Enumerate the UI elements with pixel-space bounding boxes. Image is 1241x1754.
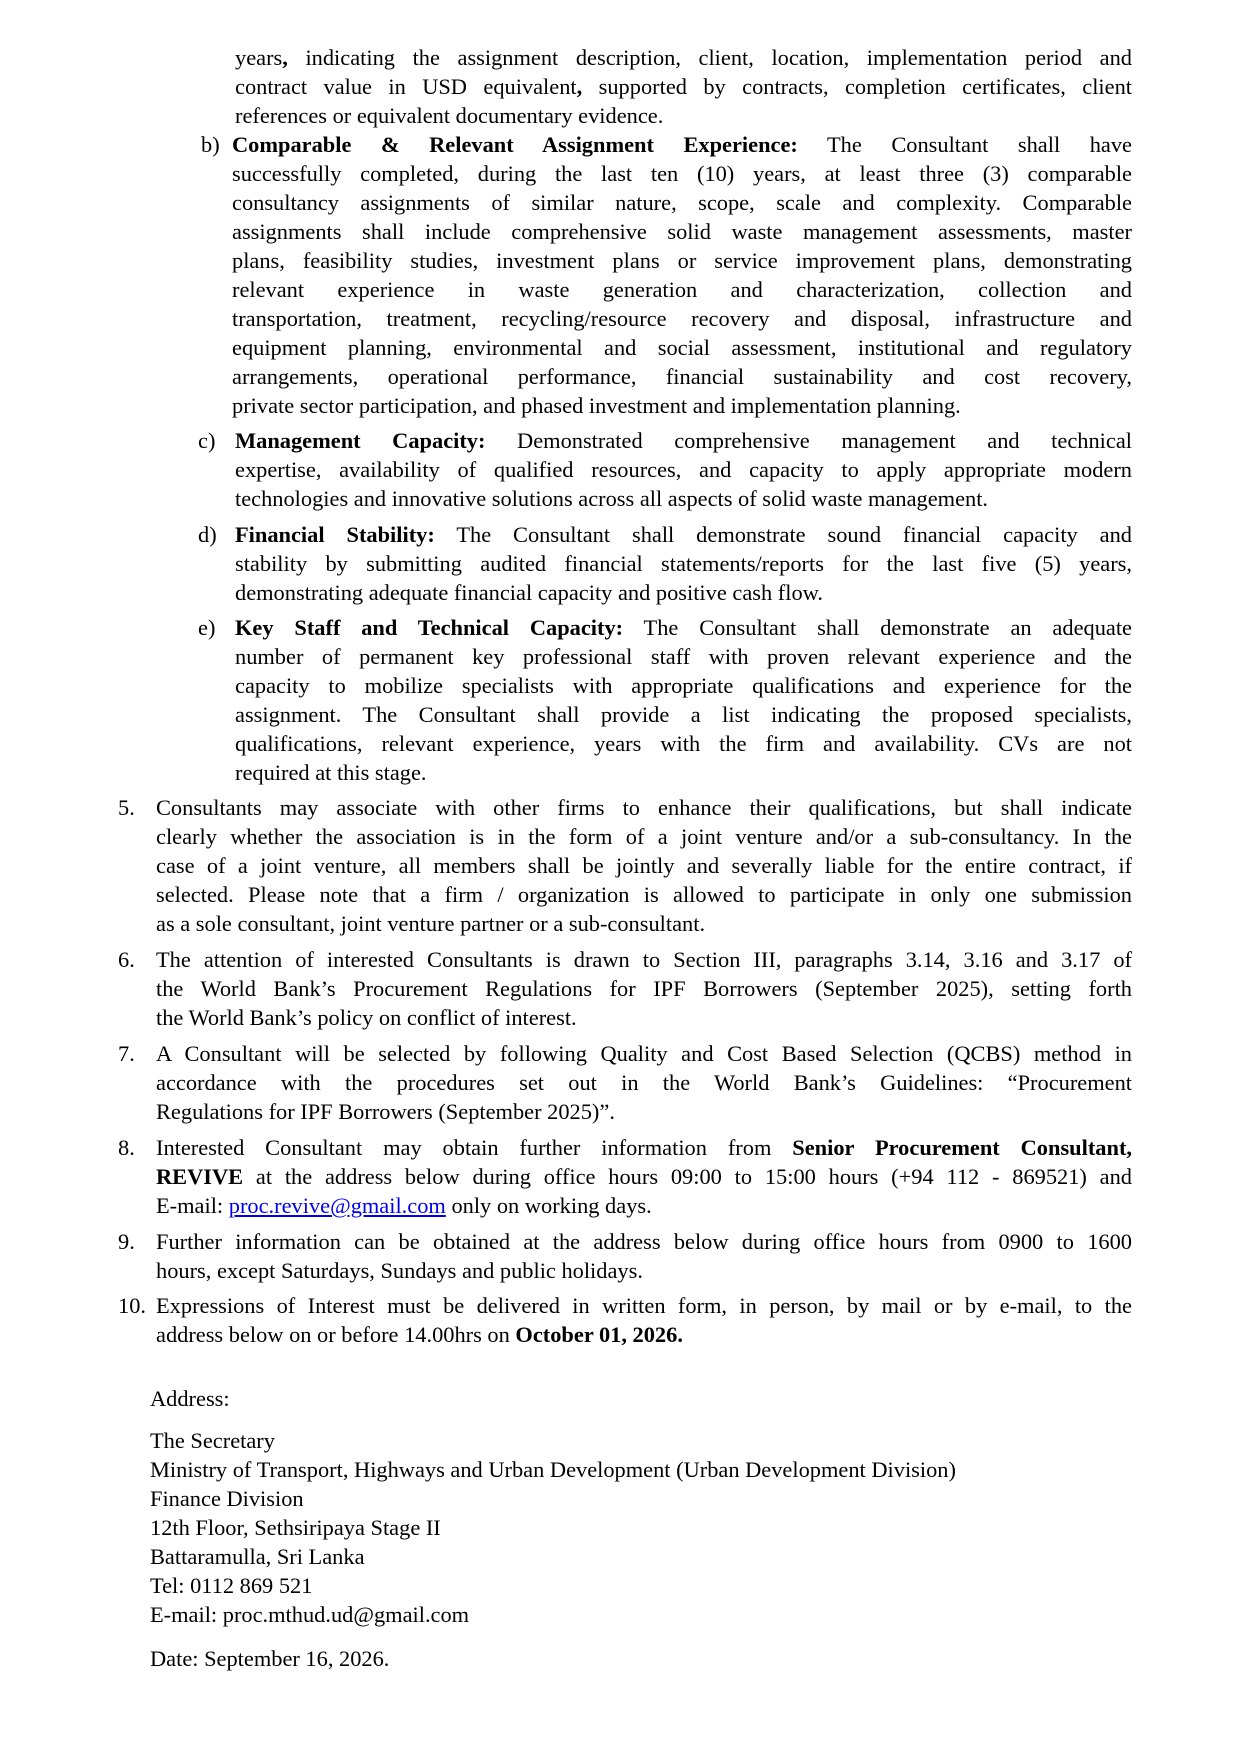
- paragraph-line: Management Capacity: Demonstrated comprehensive management and technical: [235, 428, 1132, 453]
- document-date: Date: September 16, 2026.: [150, 1646, 390, 1671]
- paragraph-line: years, indicating the assignment description, client, location, implementation period and: [235, 45, 1132, 70]
- paragraph-line: The attention of interested Consultants is drawn to Section III, paragraphs 3.14, 3.16 and 3.17 of: [156, 947, 1132, 972]
- paragraph-line: private sector participation, and phased investment and implementation planning.: [232, 393, 961, 418]
- paragraph-line: successfully completed, during the last ten (10) years, at least three (3) comparable: [232, 161, 1132, 186]
- list-number: 10.: [118, 1293, 146, 1318]
- paragraph-line: accordance with the procedures set out in the World Bank’s Guidelines: “Procurement: [156, 1070, 1132, 1095]
- paragraph-line: hours, except Saturdays, Sundays and public holidays.: [156, 1258, 643, 1283]
- paragraph-line: required at this stage.: [235, 760, 427, 785]
- paragraph-line: Expressions of Interest must be delivered in written form, in person, by mail or by e-mail, to the: [156, 1293, 1132, 1318]
- paragraph-line: Regulations for IPF Borrowers (September 2025)”.: [156, 1099, 615, 1124]
- paragraph-line: as a sole consultant, joint venture partner or a sub-consultant.: [156, 911, 706, 936]
- address-line: Battaramulla, Sri Lanka: [150, 1544, 365, 1569]
- paragraph-line: Interested Consultant may obtain further information from Senior Procurement Consultant,: [156, 1135, 1133, 1160]
- paragraph-line: assignments shall include comprehensive solid waste management assessments, master: [232, 219, 1132, 244]
- list-number: 7.: [118, 1041, 135, 1066]
- address-line: Ministry of Transport, Highways and Urban Development (Urban Development Division): [150, 1457, 956, 1482]
- list-number: 6.: [118, 947, 135, 972]
- list-number: 9.: [118, 1229, 135, 1254]
- paragraph-line: address below on or before 14.00hrs on October 01, 2026.: [156, 1322, 683, 1347]
- paragraph-line: case of a joint venture, all members shall be jointly and severally liable for the entire contract, if: [156, 853, 1132, 878]
- paragraph-line: arrangements, operational performance, financial sustainability and cost recovery,: [232, 364, 1132, 389]
- list-number: 8.: [118, 1135, 135, 1160]
- item-title: Management Capacity:: [235, 428, 486, 453]
- paragraph-line: Consultants may associate with other firms to enhance their qualifications, but shall indicate: [156, 795, 1132, 820]
- list-label: b): [201, 132, 220, 157]
- item-title: Financial Stability:: [235, 522, 435, 547]
- paragraph-line: the World Bank’s Procurement Regulations for IPF Borrowers (September 2025), setting forth: [156, 976, 1132, 1001]
- paragraph-line: relevant experience in waste generation and characterization, collection and: [232, 277, 1132, 302]
- list-number: 5.: [118, 795, 135, 820]
- email-link[interactable]: proc.revive@gmail.com: [228, 1193, 446, 1218]
- address-line: E-mail: proc.mthud.ud@gmail.com: [150, 1602, 470, 1627]
- paragraph-line: the World Bank’s policy on conflict of interest.: [156, 1005, 577, 1030]
- paragraph-line: Comparable & Relevant Assignment Experience: The Consultant shall have: [232, 132, 1132, 157]
- paragraph-line: assignment. The Consultant shall provide a list indicating the proposed specialists,: [235, 702, 1132, 727]
- address-line: 12th Floor, Sethsiripaya Stage II: [150, 1515, 441, 1540]
- paragraph-line: technologies and innovative solutions across all aspects of solid waste management.: [235, 486, 989, 511]
- paragraph-line: Key Staff and Technical Capacity: The Consultant shall demonstrate an adequate: [235, 615, 1132, 640]
- list-label: e): [198, 615, 216, 640]
- paragraph-line: transportation, treatment, recycling/resource recovery and disposal, infrastructure and: [232, 306, 1132, 331]
- paragraph-line: consultancy assignments of similar nature, scope, scale and complexity. Comparable: [232, 190, 1132, 215]
- address-heading: Address:: [150, 1386, 230, 1411]
- paragraph-line: contract value in USD equivalent, supported by contracts, completion certificates, client: [235, 74, 1132, 99]
- deadline-date: October 01, 2026.: [515, 1322, 683, 1347]
- paragraph-line: selected. Please note that a firm / organization is allowed to participate in only one submission: [156, 882, 1132, 907]
- paragraph-line: A Consultant will be selected by following Quality and Cost Based Selection (QCBS) method in: [156, 1041, 1132, 1066]
- list-label: c): [198, 428, 216, 453]
- address-line: Tel: 0112 869 521: [150, 1573, 313, 1598]
- paragraph-line: qualifications, relevant experience, years with the firm and availability. CVs are not: [235, 731, 1132, 756]
- paragraph-line: plans, feasibility studies, investment plans or service improvement plans, demonstrating: [232, 248, 1132, 273]
- paragraph-line: demonstrating adequate financial capacity and positive cash flow.: [235, 580, 823, 605]
- item-title: Comparable & Relevant Assignment Experience:: [232, 132, 798, 157]
- paragraph-line: capacity to mobilize specialists with appropriate qualifications and experience for the: [235, 673, 1132, 698]
- paragraph-line: expertise, availability of qualified resources, and capacity to apply appropriate modern: [235, 457, 1132, 482]
- paragraph-line: stability by submitting audited financial statements/reports for the last five (5) years,: [235, 551, 1132, 576]
- paragraph-line: Financial Stability: The Consultant shall demonstrate sound financial capacity and: [235, 522, 1132, 547]
- paragraph-line: clearly whether the association is in the form of a joint venture and/or a sub-consultancy. In the: [156, 824, 1132, 849]
- paragraph-line: REVIVE at the address below during office hours 09:00 to 15:00 hours (+94 112 - 869521) and: [156, 1164, 1132, 1189]
- paragraph-line: number of permanent key professional staff with proven relevant experience and the: [235, 644, 1132, 669]
- paragraph-line: E-mail: proc.revive@gmail.com only on working days.: [156, 1193, 652, 1218]
- paragraph-line: Further information can be obtained at the address below during office hours from 0900 to 1600: [156, 1229, 1132, 1254]
- item-title: Key Staff and Technical Capacity:: [235, 615, 624, 640]
- paragraph-line: equipment planning, environmental and social assessment, institutional and regulatory: [232, 335, 1132, 360]
- address-line: Finance Division: [150, 1486, 304, 1511]
- list-label: d): [198, 522, 217, 547]
- paragraph-line: references or equivalent documentary evidence.: [235, 103, 664, 128]
- address-line: The Secretary: [150, 1428, 275, 1453]
